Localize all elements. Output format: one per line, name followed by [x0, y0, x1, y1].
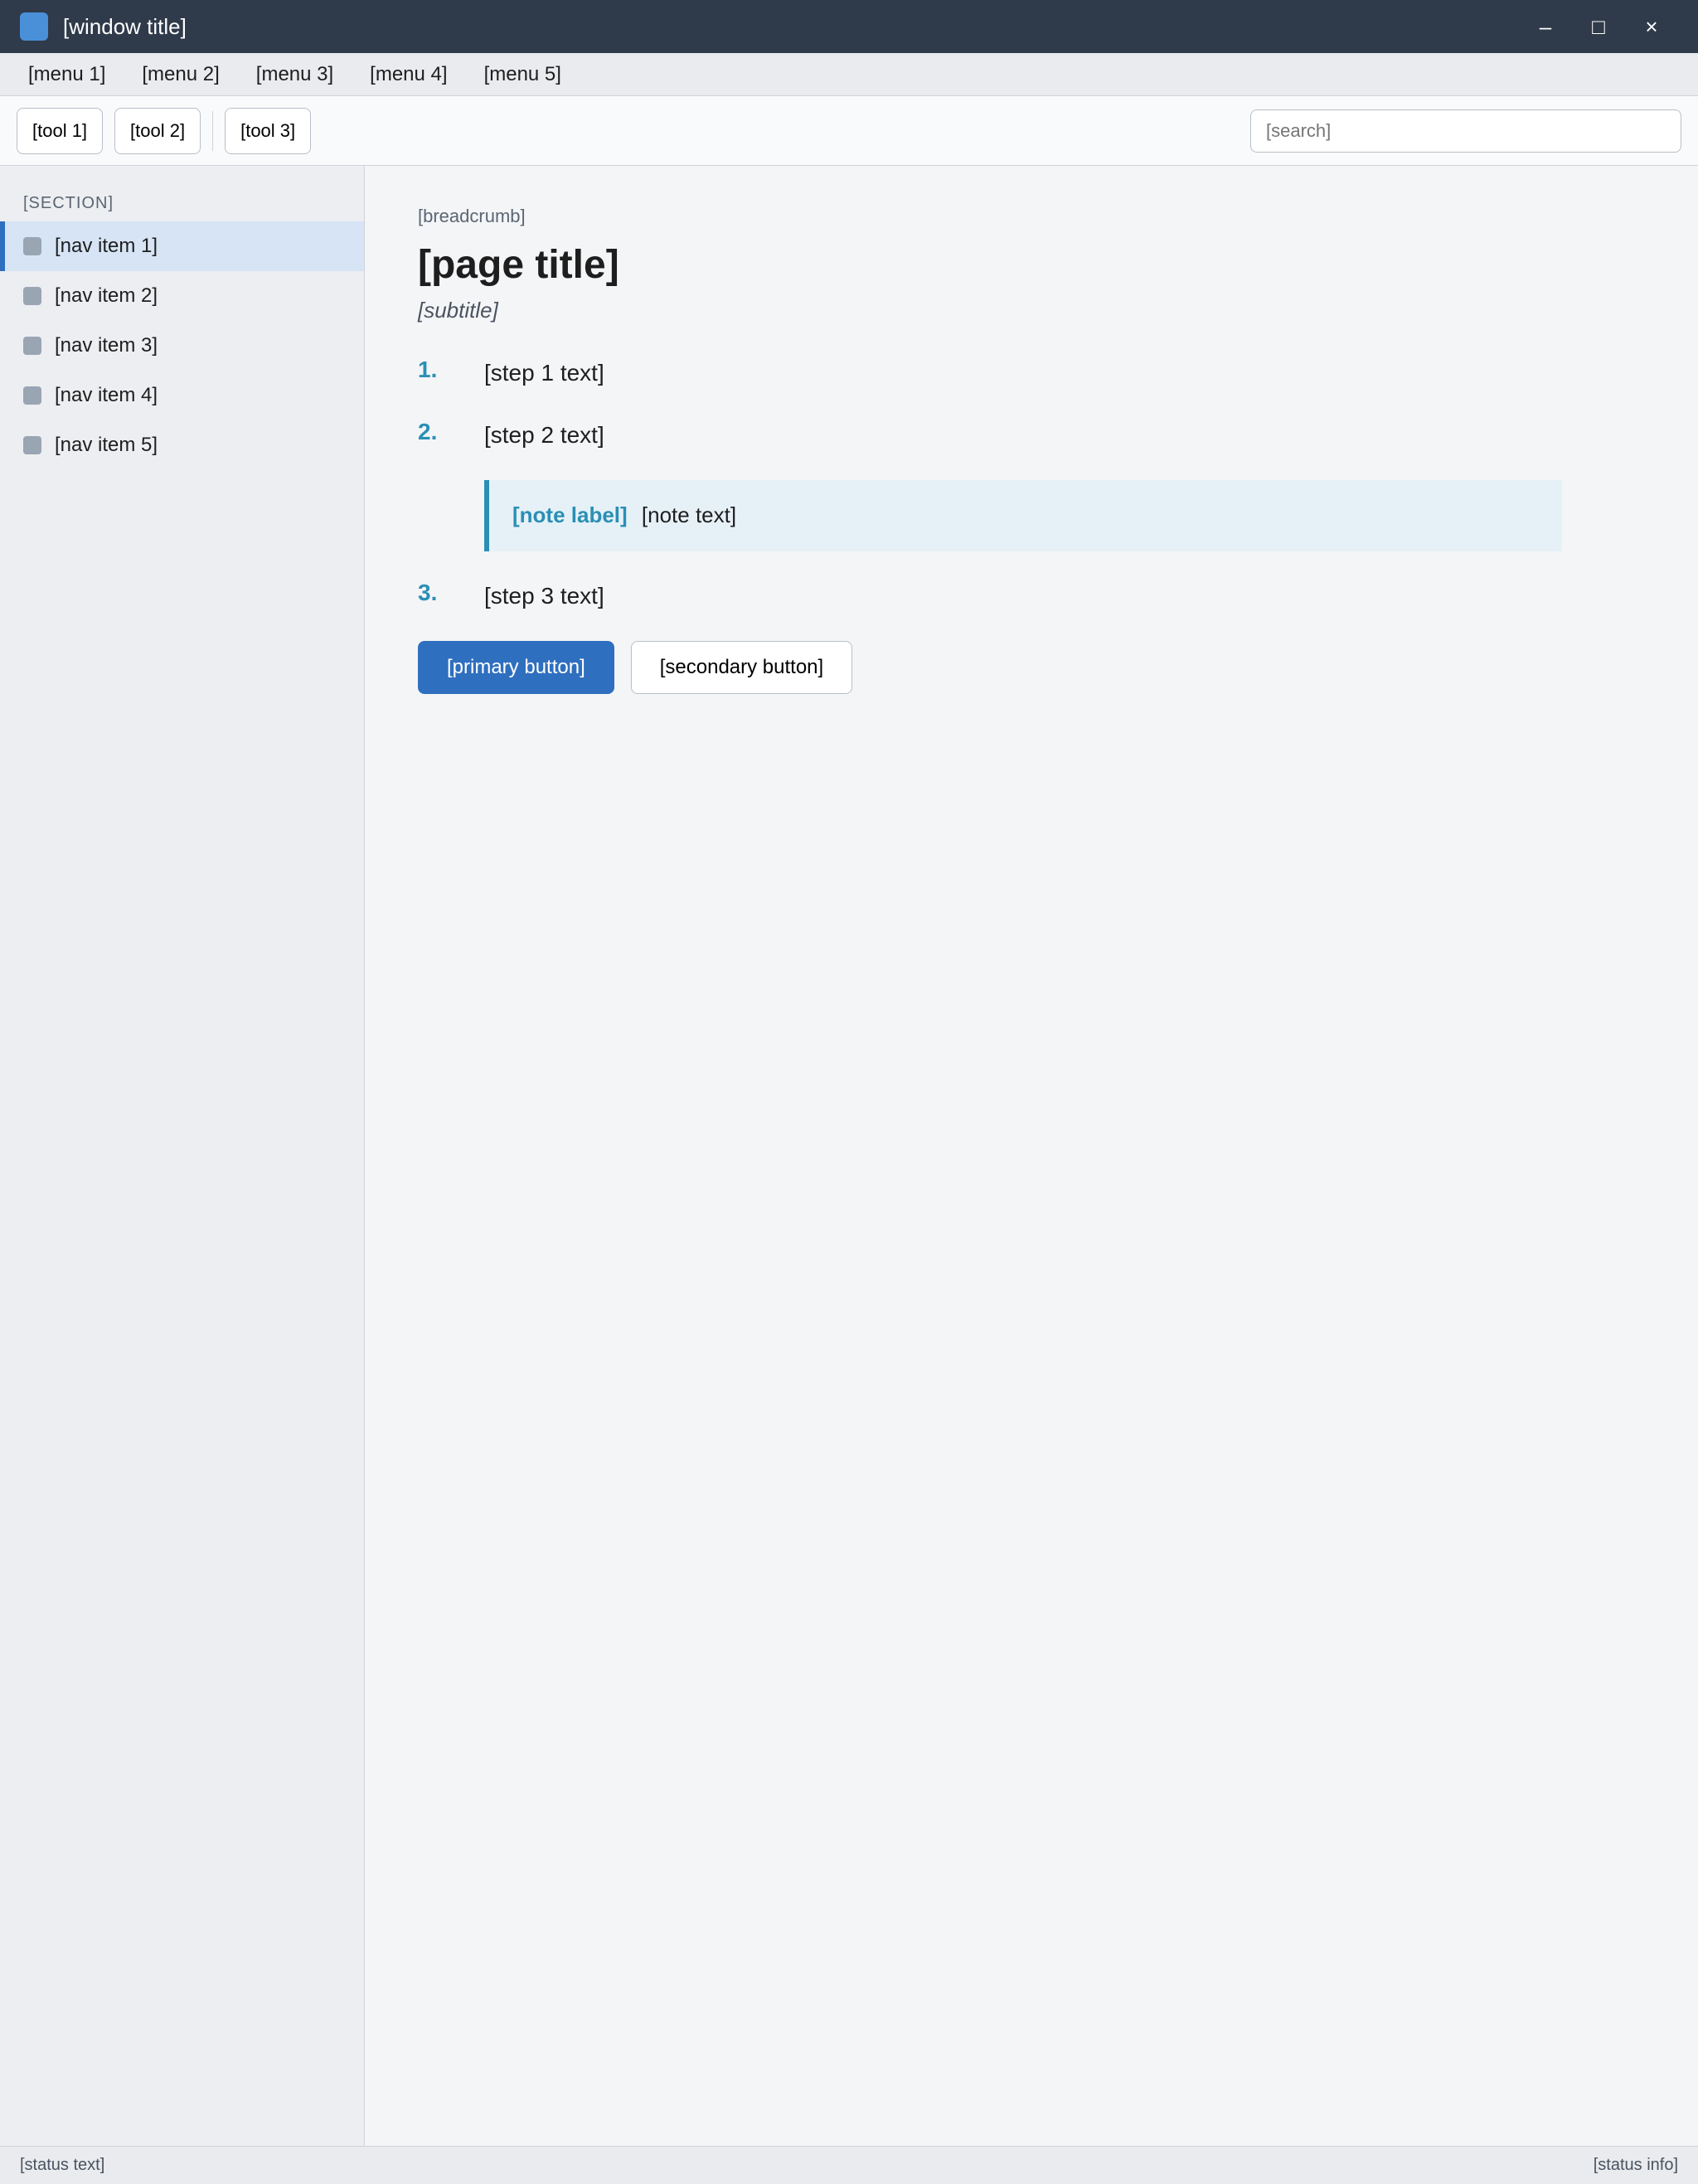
sidebar-item-label: [nav item 2]	[55, 284, 158, 307]
menu-item-1[interactable]: [menu 1]	[28, 62, 106, 85]
note-label: [note label]	[512, 502, 628, 528]
sidebar-item-2[interactable]	[0, 271, 364, 321]
menu-item-5[interactable]: [menu 5]	[483, 62, 561, 85]
nav-icon	[23, 436, 41, 454]
step-number: 3.	[418, 579, 438, 605]
nav-icon	[23, 386, 41, 405]
note-box	[484, 480, 1562, 551]
step-number: 1.	[418, 357, 438, 382]
sidebar-item-4[interactable]	[0, 371, 364, 420]
sidebar-item-label: [nav item 4]	[55, 384, 158, 406]
toolbar-button-1[interactable]: [tool 1]	[17, 108, 103, 154]
breadcrumb[interactable]: [breadcrumb]	[418, 206, 526, 226]
app-icon	[20, 12, 48, 41]
sidebar-item-label: [nav item 3]	[55, 334, 158, 357]
menu-item-4[interactable]: [menu 4]	[370, 62, 448, 85]
status-text: [status text]	[20, 2156, 105, 2174]
content-area	[0, 166, 1698, 2146]
nav-icon	[23, 337, 41, 355]
sidebar-item-5[interactable]	[0, 420, 364, 470]
window-title: [window title]	[63, 13, 187, 39]
nav-icon	[23, 237, 41, 255]
action-row	[418, 641, 1645, 694]
step-item	[418, 580, 1562, 614]
sidebar-section-title: [SECTION]	[23, 194, 114, 212]
maximize-button[interactable]: □	[1592, 13, 1605, 39]
note-text: [note text]	[641, 502, 737, 528]
step-text: [step 1 text]	[484, 360, 604, 386]
sidebar-item-label: [nav item 5]	[55, 434, 158, 456]
nav-icon	[23, 287, 41, 305]
minimize-button[interactable]: –	[1539, 13, 1552, 39]
main-pane	[365, 166, 1698, 2146]
toolbar	[0, 96, 1698, 166]
sidebar-item-1[interactable]	[0, 221, 364, 271]
sidebar	[0, 166, 365, 2146]
step-number: 2.	[418, 418, 438, 444]
status-info: [status info]	[1593, 2156, 1678, 2174]
title-bar	[0, 0, 1698, 53]
menu-item-3[interactable]: [menu 3]	[255, 62, 334, 85]
status-bar	[0, 2146, 1698, 2184]
toolbar-divider	[212, 111, 213, 151]
step-item	[418, 357, 1562, 391]
step-item	[418, 419, 1562, 453]
menu-bar	[0, 53, 1698, 96]
sidebar-item-3[interactable]	[0, 321, 364, 371]
page-title: [page title]	[418, 243, 619, 287]
toolbar-button-3[interactable]: [tool 3]	[225, 108, 311, 154]
search-input[interactable]	[1250, 109, 1681, 153]
close-button[interactable]: ×	[1645, 13, 1658, 39]
page-subtitle: [subtitle]	[418, 298, 498, 323]
secondary-button[interactable]: [secondary button]	[631, 641, 852, 694]
step-text: [step 2 text]	[484, 421, 604, 448]
primary-button[interactable]: [primary button]	[418, 641, 614, 694]
menu-item-2[interactable]: [menu 2]	[142, 62, 220, 85]
sidebar-item-label: [nav item 1]	[55, 235, 158, 257]
toolbar-button-2[interactable]: [tool 2]	[114, 108, 201, 154]
step-text: [step 3 text]	[484, 582, 604, 609]
